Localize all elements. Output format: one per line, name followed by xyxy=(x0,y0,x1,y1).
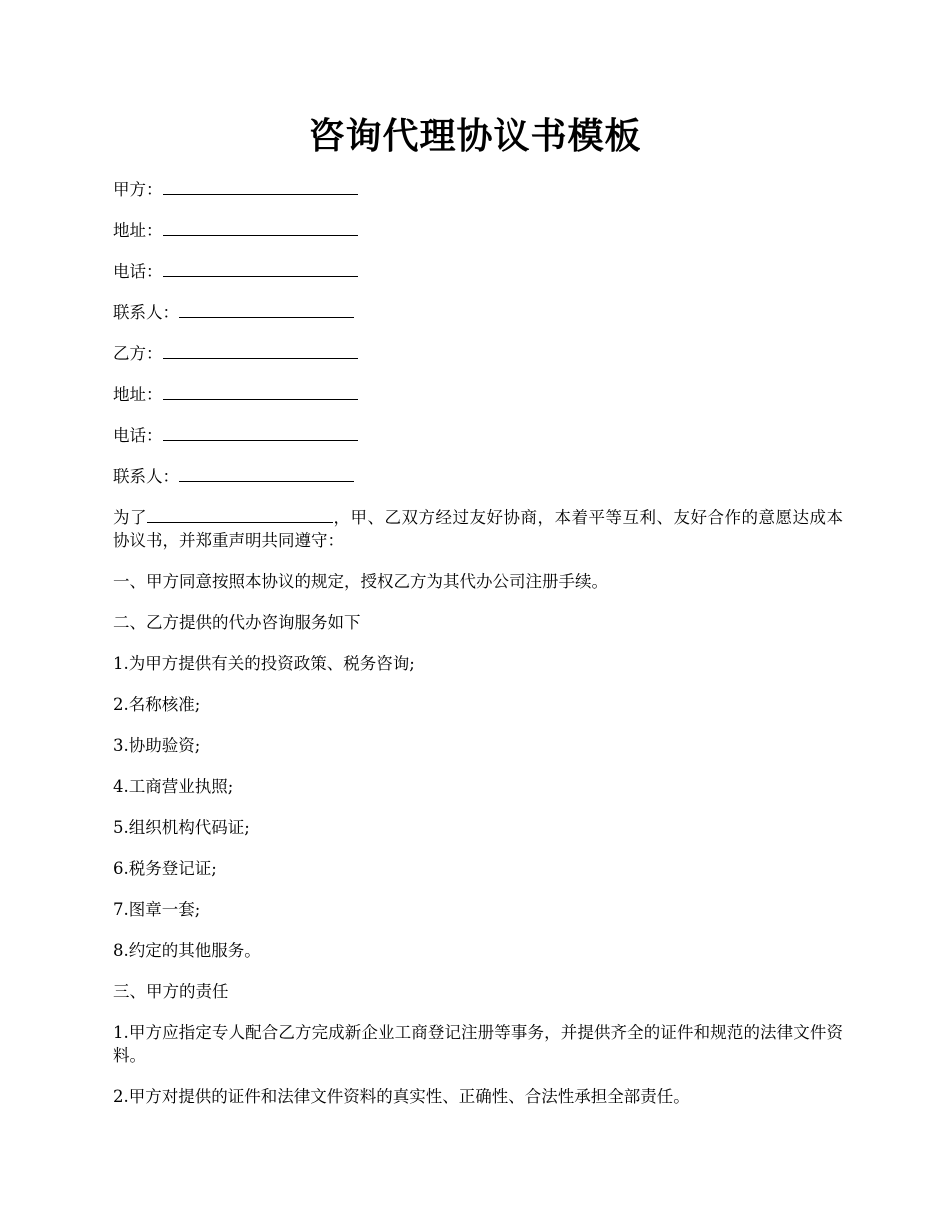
party-a-name-label: 甲方： xyxy=(113,180,163,199)
party-b-phone-blank[interactable] xyxy=(163,424,358,441)
party-b-name-label: 乙方： xyxy=(113,344,163,363)
party-b-contact-line xyxy=(113,465,843,506)
party-b-name-blank[interactable] xyxy=(163,342,358,359)
party-a-address-label: 地址： xyxy=(113,221,163,240)
party-b-address-blank[interactable] xyxy=(163,383,358,400)
clause-item: 6.税务登记证; xyxy=(113,859,217,878)
party-b-address-line xyxy=(113,383,843,424)
party-a-contact-label: 联系人： xyxy=(113,303,179,322)
party-b-phone-label: 电话： xyxy=(113,426,163,445)
clause-item: 5.组织机构代码证; xyxy=(113,818,250,837)
preamble-prefix: 为了 xyxy=(113,508,147,527)
party-b-phone-line xyxy=(113,424,843,465)
clause-item: 三、甲方的责任 xyxy=(113,982,229,1001)
party-a-address-blank[interactable] xyxy=(163,219,358,236)
party-a-address-line xyxy=(113,219,843,260)
clause-item: 2.名称核准; xyxy=(113,695,201,714)
clause-item: 3.协助验资; xyxy=(113,736,201,755)
document-body xyxy=(113,178,843,1126)
party-a-contact-blank[interactable] xyxy=(179,301,354,318)
preamble-suffix: ，甲、乙双方经过友好协商，本着平等互利、友好合作的意愿达成本协议书，并郑重声明共同遵守： xyxy=(113,508,843,550)
clause-item: 二、乙方提供的代办咨询服务如下 xyxy=(113,613,361,632)
party-a-contact-line xyxy=(113,301,843,342)
clause-item: 2.甲方对提供的证件和法律文件资料的真实性、正确性、合法性承担全部责任。 xyxy=(113,1087,690,1106)
party-a-phone-label: 电话： xyxy=(113,262,163,281)
party-b-name-line xyxy=(113,342,843,383)
clause-item: 7.图章一套; xyxy=(113,900,201,919)
party-a-name-line xyxy=(113,178,843,219)
party-a-phone-line xyxy=(113,260,843,301)
clause-item: 1.为甲方提供有关的投资政策、税务咨询; xyxy=(113,654,415,673)
party-b-contact-blank[interactable] xyxy=(179,465,354,482)
party-b-contact-label: 联系人： xyxy=(113,467,179,486)
party-a-phone-blank[interactable] xyxy=(163,260,358,277)
purpose-blank[interactable] xyxy=(147,506,333,523)
party-a-name-blank[interactable] xyxy=(163,178,358,195)
document-title: 咨询代理协议书模板 xyxy=(308,115,642,157)
clause-item: 4.工商营业执照; xyxy=(113,777,234,796)
clause-item: 1.甲方应指定专人配合乙方完成新企业工商登记注册等事务，并提供齐全的证件和规范的法律文件资料。 xyxy=(113,1023,843,1065)
clause-item: 8.约定的其他服务。 xyxy=(113,941,261,960)
clause-item: 一、甲方同意按照本协议的规定，授权乙方为其代办公司注册手续。 xyxy=(113,572,608,591)
party-b-address-label: 地址： xyxy=(113,385,163,404)
preamble-paragraph xyxy=(113,506,843,552)
